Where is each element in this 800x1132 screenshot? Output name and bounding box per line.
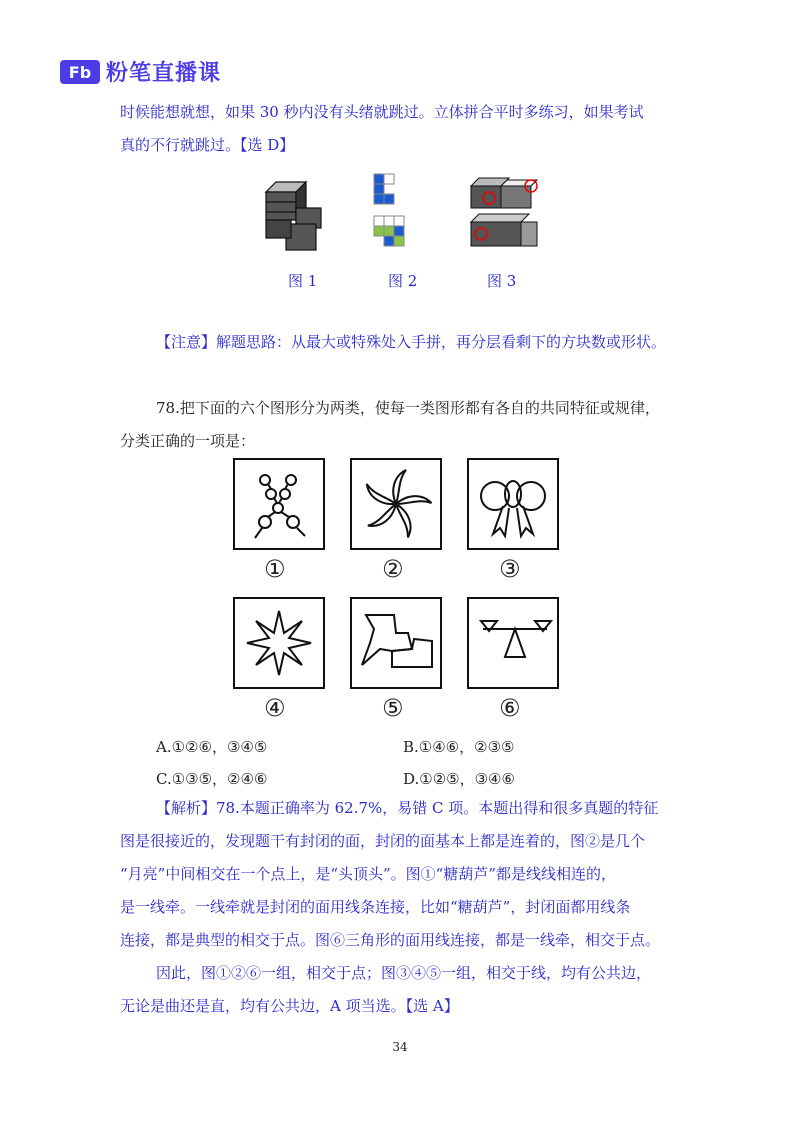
figure-label-4: ④ (264, 694, 286, 722)
analysis-line: 无论是曲还是直，均有公共边，A 项当选。【选 A】 (120, 997, 459, 1015)
figure-caption-3: 图 3 (487, 272, 517, 290)
intro-line: 时候能想就想，如果 30 秒内没有头绪就跳过。立体拼合平时多练习，如果考试 (120, 103, 644, 121)
figure-box-3 (467, 458, 559, 550)
analysis-line: 【解析】78.本题正确率为 62.7%，易错 C 项。本题出得和很多真题的特征 (156, 799, 659, 817)
figure-label-6: ⑥ (499, 694, 521, 722)
analysis-line: “月亮”中间相交在一个点上，是“头顶头”。图①“糖葫芦”都是线线相连的， (120, 865, 617, 883)
question-line: 分类正确的一项是： (120, 432, 256, 450)
intro-paragraph (120, 96, 690, 162)
figure-box-5 (350, 597, 442, 689)
figure-label-3: ③ (499, 555, 521, 583)
eight-point-star-icon (235, 599, 323, 687)
balance-scale-icon (469, 599, 557, 687)
bow-ribbon-icon (469, 460, 557, 548)
fb-logo-icon (60, 60, 100, 84)
cube-figures (250, 172, 570, 252)
figure-label-2: ② (382, 555, 404, 583)
brand-name: 粉笔直播课 (106, 61, 222, 86)
note: 【注意】解题思路：从最大或特殊处入手拼，再分层看剩下的方块数或形状。 (156, 333, 667, 351)
svg-text:Fb: Fb (68, 62, 92, 82)
option-c: C.①③⑤，②④⑥ (156, 770, 268, 788)
cube-figure-3 (465, 176, 545, 252)
grid-figure-2 (370, 172, 410, 252)
cube-figure-1 (256, 172, 326, 252)
figure-caption-2: 图 2 (388, 272, 418, 290)
figure-box-2 (350, 458, 442, 550)
question-line: 78.把下面的六个图形分为两类，使每一类图形都有各自的共同特征或规律， (156, 399, 660, 417)
brand-logo (60, 56, 221, 87)
crescent-pinwheel-icon (352, 460, 440, 548)
figure-caption-1: 图 1 (288, 272, 318, 290)
page-number: 34 (392, 1040, 408, 1054)
option-d: D.①②⑤，③④⑥ (403, 770, 515, 788)
figure-box-4 (233, 597, 325, 689)
question-stem (120, 392, 690, 458)
option-b: B.①④⑥，②③⑤ (403, 738, 515, 756)
analysis-line: 连接，都是典型的相交于点。图⑥三角形的面用线连接，都是一线牵，相交于点。 (120, 931, 661, 949)
candied-haws-icon (235, 460, 323, 548)
intro-line: 真的不行就跳过。【选 D】 (120, 136, 295, 154)
analysis (120, 792, 700, 1023)
analysis-line: 是一线牵。一线牵就是封闭的面用线条连接，比如“糖葫芦”，封闭面都用线条 (120, 898, 631, 916)
figure-label-1: ① (264, 555, 286, 583)
option-a: A.①②⑥，③④⑤ (156, 738, 268, 756)
figure-label-5: ⑤ (382, 694, 404, 722)
figure-box-1 (233, 458, 325, 550)
analysis-line: 图是很接近的，发现题干有封闭的面，封闭的面基本上都是连着的，图②是几个 (120, 832, 646, 850)
figure-box-6 (467, 597, 559, 689)
polygon-shape-icon (352, 599, 440, 687)
analysis-line: 因此，图①②⑥一组，相交于点；图③④⑤一组，相交于线，均有公共边， (156, 964, 652, 982)
